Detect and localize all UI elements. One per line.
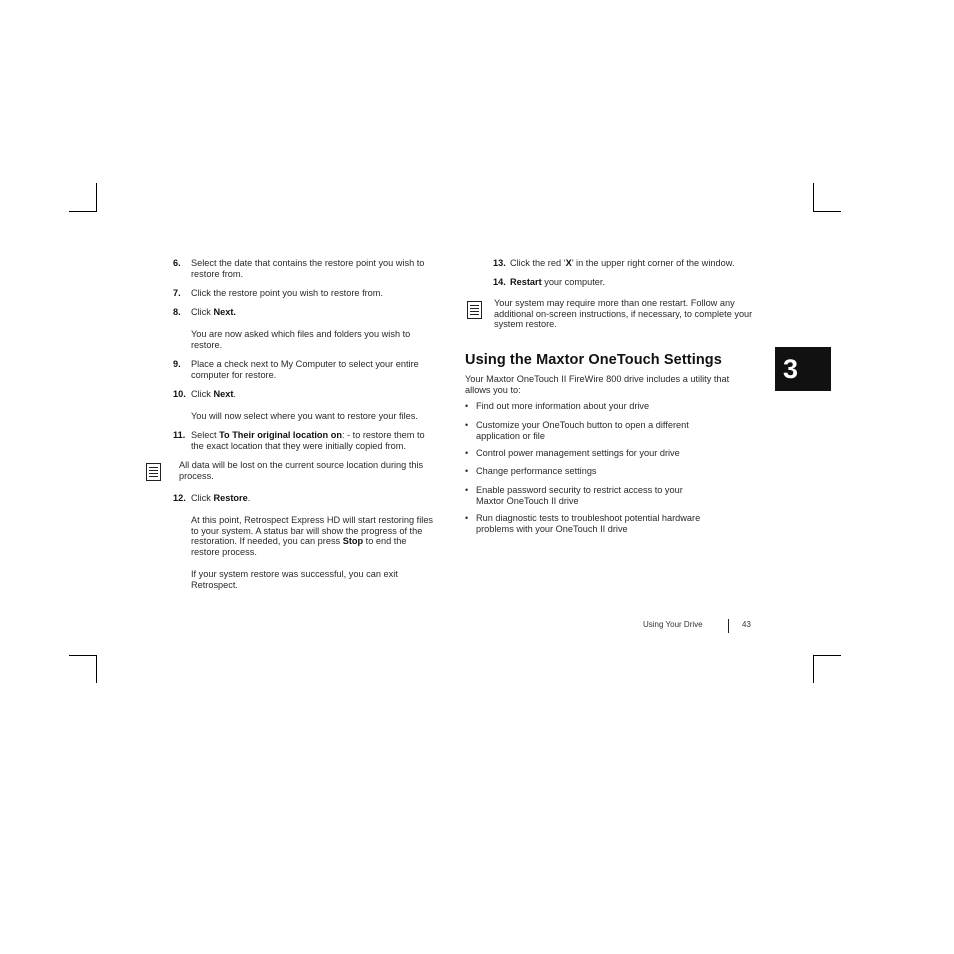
- step-8-number: 8.: [173, 307, 181, 317]
- footer-separator: [728, 619, 729, 633]
- chapter-tab: 3: [775, 347, 831, 391]
- bullet-item: Run diagnostic tests to troubleshoot potential hardware problems with your OneTouch II drive: [476, 513, 701, 534]
- note-1-text: All data will be lost on the current source location during this process.: [179, 460, 424, 481]
- crop-mark-bl-h: [69, 655, 97, 656]
- crop-mark-bl-v: [96, 655, 97, 683]
- step-13-text: [510, 258, 770, 269]
- step-12-number: 12.: [173, 493, 186, 503]
- step-13-suffix: ’ in the upper right corner of the window.: [571, 258, 735, 268]
- step-10-text: [191, 389, 436, 400]
- step-7-number: 7.: [173, 288, 181, 298]
- step-8-followup: You are now asked which files and folders you wish to restore.: [191, 329, 411, 350]
- step-14-number: 14.: [493, 277, 506, 287]
- step-10-number: 10.: [173, 389, 186, 399]
- para-1-prefix: At this point, Retrospect Express HD will start restoring files to your system. A status bar will show the progress of the restoration. If needed, you can press: [191, 515, 434, 547]
- bullet-item: Find out more information about your drive: [476, 401, 650, 411]
- restore-progress-paragraph: [191, 515, 436, 557]
- bullet-item: Enable password security to restrict access to your Maxtor OneTouch II drive: [476, 485, 683, 506]
- crop-mark-br-h: [813, 655, 841, 656]
- step-11-number: 11.: [173, 430, 186, 440]
- bullet-dot: •: [465, 485, 469, 495]
- step-12-bold: Restore: [213, 493, 248, 503]
- step-10-followup: You will now select where you want to restore your files.: [191, 411, 418, 421]
- bullet-item: Customize your OneTouch button to open a different application or file: [476, 420, 689, 441]
- step-14-bold: Restart: [510, 277, 542, 287]
- step-12-suffix: .: [247, 493, 251, 503]
- step-10-suffix: .: [233, 389, 236, 399]
- step-11-bold: To Their original location on: [219, 430, 342, 440]
- step-12-prefix: Click: [191, 493, 214, 503]
- note-2-text: Your system may require more than one restart. Follow any additional on-screen instructions, if necessary, to complete your system restore.: [494, 298, 753, 330]
- crop-mark-tr-h: [813, 211, 841, 212]
- step-12-text: [191, 493, 436, 504]
- para-1-suffix: to end the restore process.: [191, 536, 407, 557]
- step-6-number: 6.: [173, 258, 181, 268]
- step-10-bold: Next: [213, 389, 234, 399]
- bullet-dot: •: [465, 513, 469, 523]
- step-13-number: 13.: [493, 258, 506, 268]
- step-8-text: [191, 307, 436, 318]
- step-7-text: Click the restore point you wish to restore from.: [191, 288, 383, 298]
- restore-success-paragraph: If your system restore was successful, you can exit Retrospect.: [191, 569, 398, 590]
- crop-mark-tl-h: [69, 211, 97, 212]
- step-13-prefix: Click the red ‘: [510, 258, 566, 268]
- footer-label: Using Your Drive: [643, 620, 703, 629]
- section-title: Using the Maxtor OneTouch Settings: [465, 352, 722, 368]
- step-9-text: Place a check next to My Computer to select your entire computer for restore.: [191, 359, 419, 380]
- step-8-bold: Next.: [213, 307, 236, 317]
- bullet-dot: •: [465, 401, 469, 411]
- para-1-bold: Stop: [342, 536, 364, 547]
- step-11-text: [191, 430, 436, 451]
- step-8-prefix: Click: [191, 307, 214, 317]
- bullet-item: Change performance settings: [476, 466, 597, 476]
- crop-mark-br-v: [813, 655, 814, 683]
- step-9-number: 9.: [173, 359, 181, 369]
- step-13-bold: X: [565, 258, 572, 268]
- step-11-suffix: : - to restore them to the exact location that they were initially copied from.: [191, 430, 425, 451]
- step-14-suffix: your computer.: [541, 277, 605, 287]
- crop-mark-tl-v: [96, 183, 97, 212]
- bullet-dot: •: [465, 466, 469, 476]
- step-10-prefix: Click: [191, 389, 214, 399]
- bullet-item: Control power management settings for your drive: [476, 448, 680, 458]
- page-number: 43: [742, 620, 751, 629]
- note-icon: [467, 301, 482, 319]
- bullet-dot: •: [465, 448, 469, 458]
- step-14-text: [510, 277, 755, 288]
- note-icon: [146, 463, 161, 481]
- bullet-dot: •: [465, 420, 469, 430]
- step-6-text: Select the date that contains the restore point you wish to restore from.: [191, 258, 425, 279]
- step-11-prefix: Select: [191, 430, 220, 440]
- section-intro: Your Maxtor OneTouch II FireWire 800 drive includes a utility that allows you to:: [465, 374, 730, 395]
- crop-mark-tr-v: [813, 183, 814, 212]
